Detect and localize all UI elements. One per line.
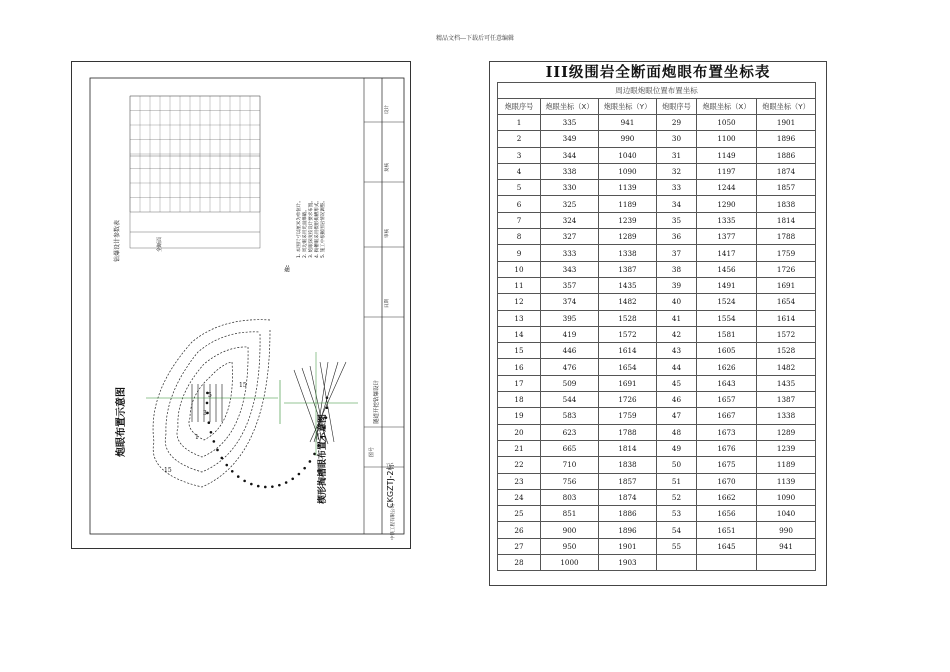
table-row	[498, 115, 816, 131]
cell-x: 374	[541, 294, 599, 310]
cell-x: 1100	[697, 131, 757, 147]
cell-hole-no: 52	[657, 489, 697, 505]
table-subtitle-row	[498, 83, 816, 99]
cell-hole-no: 55	[657, 538, 697, 554]
cell-x: 1197	[697, 163, 757, 179]
cell-y: 1189	[757, 457, 816, 473]
header-y-2: 炮眼坐标（Y）	[757, 99, 816, 115]
title-block-drawing-no-label: 图号	[369, 446, 375, 457]
param-table-title: 钻爆设计参数表	[114, 219, 121, 262]
cell-x: 1662	[697, 489, 757, 505]
cell-y: 1874	[757, 163, 816, 179]
cell-hole-no: 8	[498, 229, 541, 245]
cell-hole-no: 22	[498, 457, 541, 473]
table-row	[498, 359, 816, 375]
cell-x: 1643	[697, 375, 757, 391]
cell-x: 1290	[697, 196, 757, 212]
perimeter-hole-dot	[309, 460, 312, 463]
cell-y: 1528	[599, 310, 657, 326]
cell-y: 1338	[757, 408, 816, 424]
cell-x: 1491	[697, 277, 757, 293]
title-block-review: 审核	[385, 229, 390, 238]
cell-y: 1387	[599, 261, 657, 277]
cell-x: 509	[541, 375, 599, 391]
table-row	[498, 277, 816, 293]
perimeter-hole-dot	[257, 485, 260, 488]
cell-hole-no: 27	[498, 538, 541, 554]
cell-y: 1239	[599, 212, 657, 228]
cell-hole-no: 15	[498, 343, 541, 359]
cell-y: 1435	[757, 375, 816, 391]
cell-hole-no: 23	[498, 473, 541, 489]
cell-hole-no: 2	[498, 131, 541, 147]
perimeter-hole-dot	[225, 464, 228, 467]
cell-x: 803	[541, 489, 599, 505]
cell-hole-no: 35	[657, 212, 697, 228]
cell-y: 1040	[599, 147, 657, 163]
cell-x: 1000	[541, 555, 599, 571]
cell-y: 1482	[757, 359, 816, 375]
cell-x: 1657	[697, 392, 757, 408]
cell-hole-no: 46	[657, 392, 697, 408]
cell-x: 357	[541, 277, 599, 293]
cell-hole-no: 47	[657, 408, 697, 424]
cell-x: 851	[541, 506, 599, 522]
cell-y: 990	[599, 131, 657, 147]
cell-y: 941	[757, 538, 816, 554]
header-hole-no-2: 炮眼序号	[657, 99, 697, 115]
title-block-check: 复核	[385, 163, 390, 172]
cell-y: 1654	[757, 294, 816, 310]
cell-x: 343	[541, 261, 599, 277]
cell-hole-no: 38	[657, 261, 697, 277]
cell-x	[697, 555, 757, 571]
cell-x: 1673	[697, 424, 757, 440]
cell-hole-no	[657, 555, 697, 571]
cell-hole-no: 13	[498, 310, 541, 326]
cell-x: 583	[541, 408, 599, 424]
perimeter-hole-dot	[206, 402, 209, 405]
table-row	[498, 457, 816, 473]
perimeter-hole-dot	[213, 440, 216, 443]
cell-hole-no: 45	[657, 375, 697, 391]
cell-x: 476	[541, 359, 599, 375]
cell-x: 950	[541, 538, 599, 554]
note-5: 5. 施工中根据围岩情况调整。	[321, 198, 326, 258]
cell-x: 333	[541, 245, 599, 261]
cell-y: 1726	[599, 392, 657, 408]
cell-y: 1886	[757, 147, 816, 163]
drawing-main-title: 炮眼布置示意图	[116, 387, 127, 457]
cell-x: 446	[541, 343, 599, 359]
perimeter-hole-dot	[243, 480, 246, 483]
cell-y: 1838	[599, 457, 657, 473]
table-row	[498, 424, 816, 440]
table-row	[498, 392, 816, 408]
cell-x: 1676	[697, 440, 757, 456]
table-row	[498, 245, 816, 261]
cell-hole-no: 37	[657, 245, 697, 261]
cell-x: 1605	[697, 343, 757, 359]
cell-hole-no: 36	[657, 229, 697, 245]
cell-hole-no: 32	[657, 163, 697, 179]
table-row	[498, 375, 816, 391]
cell-y: 1614	[599, 343, 657, 359]
cell-y: 1788	[599, 424, 657, 440]
title-block-design: 设计	[385, 105, 390, 114]
cell-hole-no: 29	[657, 115, 697, 131]
cell-hole-no: 42	[657, 326, 697, 342]
table-row	[498, 326, 816, 342]
cell-y: 1654	[599, 359, 657, 375]
cell-hole-no: 53	[657, 506, 697, 522]
cell-y: 1901	[757, 115, 816, 131]
cell-x: 544	[541, 392, 599, 408]
perimeter-hole-dot	[237, 475, 240, 478]
cell-hole-no: 14	[498, 326, 541, 342]
cell-y: 1338	[599, 245, 657, 261]
drawing-sheet	[71, 61, 411, 549]
cell-x: 1626	[697, 359, 757, 375]
perimeter-hole-dot	[216, 449, 219, 452]
cell-y: 1482	[599, 294, 657, 310]
cell-hole-no: 48	[657, 424, 697, 440]
cell-y: 1896	[757, 131, 816, 147]
cell-hole-no: 31	[657, 147, 697, 163]
cell-y: 1691	[599, 375, 657, 391]
cell-hole-no: 11	[498, 277, 541, 293]
cell-hole-no: 9	[498, 245, 541, 261]
cell-hole-no: 6	[498, 196, 541, 212]
table-row	[498, 440, 816, 456]
table-row	[498, 522, 816, 538]
table-row	[498, 196, 816, 212]
cell-x: 710	[541, 457, 599, 473]
cell-y: 1857	[599, 473, 657, 489]
cell-hole-no: 19	[498, 408, 541, 424]
cell-hole-no: 1	[498, 115, 541, 131]
cell-y: 1838	[757, 196, 816, 212]
cell-y: 1886	[599, 506, 657, 522]
cell-hole-no: 10	[498, 261, 541, 277]
table-row	[498, 294, 816, 310]
cell-y	[757, 555, 816, 571]
table-row	[498, 310, 816, 326]
cell-hole-no: 16	[498, 359, 541, 375]
cell-hole-no: 41	[657, 310, 697, 326]
perimeter-hole-dot	[298, 473, 301, 476]
cell-y: 1614	[757, 310, 816, 326]
cell-x: 335	[541, 115, 599, 131]
table-row	[498, 473, 816, 489]
cell-y: 1040	[757, 506, 816, 522]
cell-x: 1417	[697, 245, 757, 261]
cell-hole-no: 25	[498, 506, 541, 522]
note-4: 4. 掏槽眼采用楔形掏槽形式。	[315, 198, 320, 258]
cell-hole-no: 5	[498, 180, 541, 196]
cell-x: 665	[541, 440, 599, 456]
cell-y: 1759	[757, 245, 816, 261]
table-row	[498, 506, 816, 522]
cell-x: 1377	[697, 229, 757, 245]
perimeter-hole-dot	[303, 467, 306, 470]
cell-x: 338	[541, 163, 599, 179]
cell-y: 1726	[757, 261, 816, 277]
hole-label-15-top: 15	[239, 382, 247, 389]
cell-y: 1139	[757, 473, 816, 489]
cell-y: 1239	[757, 440, 816, 456]
cell-x: 327	[541, 229, 599, 245]
cell-hole-no: 50	[657, 457, 697, 473]
cell-hole-no: 40	[657, 294, 697, 310]
cell-hole-no: 7	[498, 212, 541, 228]
cell-x: 1675	[697, 457, 757, 473]
cell-x: 1149	[697, 147, 757, 163]
perimeter-hole-dot	[264, 486, 267, 489]
cell-y: 941	[599, 115, 657, 131]
cell-x: 623	[541, 424, 599, 440]
cell-x: 344	[541, 147, 599, 163]
cell-x: 330	[541, 180, 599, 196]
table-row	[498, 131, 816, 147]
title-block-date: 日期	[385, 299, 390, 308]
cell-hole-no: 43	[657, 343, 697, 359]
cell-x: 1656	[697, 506, 757, 522]
cell-y: 1759	[599, 408, 657, 424]
hole-label-1: 1	[195, 434, 199, 441]
cell-hole-no: 3	[498, 147, 541, 163]
hole-label-5: 5	[208, 392, 212, 399]
table-row	[498, 538, 816, 554]
cell-y: 1435	[599, 277, 657, 293]
cell-y: 1901	[599, 538, 657, 554]
cell-y: 1572	[757, 326, 816, 342]
table-row	[498, 229, 816, 245]
perimeter-hole-dot	[210, 431, 213, 434]
cell-hole-no: 4	[498, 163, 541, 179]
cell-x: 900	[541, 522, 599, 538]
cell-hole-no: 39	[657, 277, 697, 293]
cell-x: 325	[541, 196, 599, 212]
cell-hole-no: 12	[498, 294, 541, 310]
cell-y: 1139	[599, 180, 657, 196]
cell-hole-no: 17	[498, 375, 541, 391]
cell-x: 395	[541, 310, 599, 326]
cell-hole-no: 21	[498, 440, 541, 456]
cell-y: 1896	[599, 522, 657, 538]
title-block-company: 中铁工程有限公司	[391, 504, 396, 540]
cell-y: 1788	[757, 229, 816, 245]
table-row	[498, 489, 816, 505]
header-y-1: 炮眼坐标（Y）	[599, 99, 657, 115]
cell-hole-no: 44	[657, 359, 697, 375]
cell-x: 1581	[697, 326, 757, 342]
cell-y: 1572	[599, 326, 657, 342]
coordinate-table-sheet	[489, 61, 827, 586]
coordinate-table-title: III级围岩全断面炮眼布置坐标表	[545, 64, 771, 81]
cell-hole-no: 28	[498, 555, 541, 571]
cell-hole-no: 26	[498, 522, 541, 538]
cell-hole-no: 34	[657, 196, 697, 212]
cell-hole-no: 24	[498, 489, 541, 505]
cell-x: 1645	[697, 538, 757, 554]
cell-x: 1456	[697, 261, 757, 277]
title-block-project: 隧道开挖钻爆设计	[374, 379, 380, 424]
note-1: 1. 本图尺寸以厘米为单位计。	[297, 198, 302, 258]
table-row	[498, 343, 816, 359]
cell-hole-no: 33	[657, 180, 697, 196]
cell-x: 756	[541, 473, 599, 489]
cell-y: 1090	[599, 163, 657, 179]
cell-x: 324	[541, 212, 599, 228]
cell-y: 990	[757, 522, 816, 538]
perimeter-hole-dot	[291, 478, 294, 481]
table-row	[498, 180, 816, 196]
cell-hole-no: 49	[657, 440, 697, 456]
cell-x: 1244	[697, 180, 757, 196]
title-block-drawing-no: CKGZTJ-2标	[386, 462, 395, 508]
note-3: 3. 炮眼深度按设计要求布置。	[309, 198, 314, 258]
drawing-linework	[72, 62, 412, 550]
cell-x: 1524	[697, 294, 757, 310]
table-row	[498, 147, 816, 163]
cell-y: 1814	[599, 440, 657, 456]
table-row	[498, 408, 816, 424]
cell-y: 1090	[757, 489, 816, 505]
hole-label-15-bottom: 15	[164, 467, 172, 474]
cell-x: 1554	[697, 310, 757, 326]
cell-y: 1289	[757, 424, 816, 440]
cell-hole-no: 30	[657, 131, 697, 147]
header-x-1: 炮眼坐标（X）	[541, 99, 599, 115]
cell-y: 1857	[757, 180, 816, 196]
cell-y: 1289	[599, 229, 657, 245]
cell-hole-no: 54	[657, 522, 697, 538]
drawing-wedge-title: 楔形掏槽眼布置示意图	[318, 413, 328, 504]
cell-hole-no: 51	[657, 473, 697, 489]
cell-hole-no: 20	[498, 424, 541, 440]
table-row	[498, 163, 816, 179]
table-header-row	[498, 99, 816, 115]
cell-y: 1189	[599, 196, 657, 212]
coordinate-table	[497, 82, 816, 571]
param-table-label: 全断面	[157, 236, 163, 252]
cell-y: 1814	[757, 212, 816, 228]
note-2: 2. 周边眼采用光面爆破。	[303, 207, 308, 258]
cell-x: 349	[541, 131, 599, 147]
perimeter-hole-dot	[231, 470, 234, 473]
perimeter-hole-dot	[250, 483, 253, 486]
cell-x: 1651	[697, 522, 757, 538]
cell-hole-no: 18	[498, 392, 541, 408]
table-row	[498, 212, 816, 228]
perimeter-hole-dot	[278, 484, 281, 487]
header-x-2: 炮眼坐标（X）	[697, 99, 757, 115]
cell-y: 1874	[599, 489, 657, 505]
cell-y: 1528	[757, 343, 816, 359]
page-header-note: 精品文档---下载后可任意编辑	[435, 35, 515, 42]
hole-label-3: 3	[203, 410, 207, 417]
header-hole-no-1: 炮眼序号	[498, 99, 541, 115]
notes-heading: 注:	[285, 265, 291, 272]
table-row	[498, 555, 816, 571]
cell-x: 1335	[697, 212, 757, 228]
perimeter-hole-dot	[271, 485, 274, 488]
perimeter-hole-dot	[220, 457, 223, 460]
cell-y: 1691	[757, 277, 816, 293]
cell-x: 1050	[697, 115, 757, 131]
cell-y: 1903	[599, 555, 657, 571]
cell-y: 1387	[757, 392, 816, 408]
cell-x: 1670	[697, 473, 757, 489]
cell-x: 1667	[697, 408, 757, 424]
table-row	[498, 261, 816, 277]
table-subtitle: 周边眼炮眼位置布置坐标	[498, 83, 816, 99]
cell-x: 419	[541, 326, 599, 342]
perimeter-hole-dot	[285, 481, 288, 484]
